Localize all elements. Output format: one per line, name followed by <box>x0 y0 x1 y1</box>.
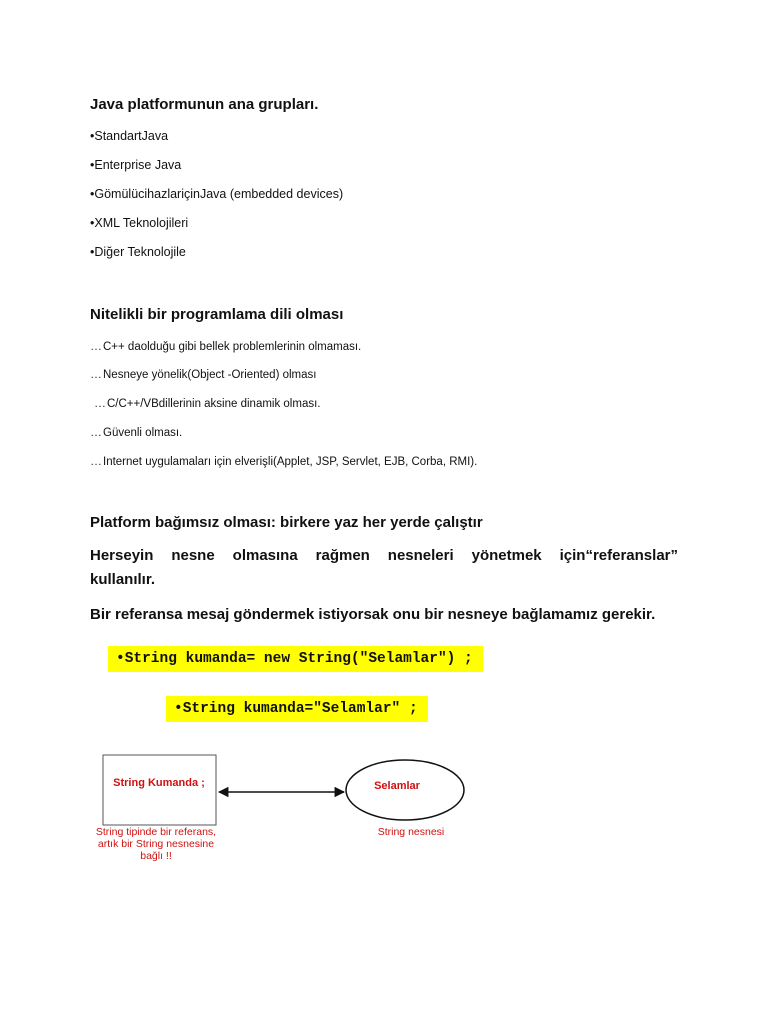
code-line-new-string: •String kumanda= new String("Selamlar") ; <box>108 646 483 672</box>
list-item-text: C/C++/VBdillerinin aksine dinamik olması. <box>107 398 321 410</box>
list-item: •GömülücihazlariçinJava (embedded devices) <box>90 187 344 201</box>
list-item <box>90 425 182 439</box>
ellipsis-bullet: … <box>90 367 102 381</box>
list-item: •Enterprise Java <box>90 158 182 172</box>
reference-note-line: artık bir String nesnesine <box>97 838 215 850</box>
reference-diagram <box>0 740 768 880</box>
object-note: String nesnesi <box>377 826 445 838</box>
paragraph-references-cont: kullanılır. <box>90 571 156 588</box>
section-title-java-groups: Java platformunun ana grupları. <box>90 96 319 113</box>
section-title-platform: Platform bağımsız olması: birkere yaz her yerde çalıştır <box>90 514 483 531</box>
list-item: •Diğer Teknolojile <box>90 245 186 259</box>
list-item-text: Nesneye yönelik(Object -Oriented) olması <box>103 369 317 381</box>
list-item <box>90 454 477 468</box>
paragraph-references: Herseyin nesne olmasına rağmen nesneleri yönetmek için“referanslar” <box>90 547 678 564</box>
list-item: •StandartJava <box>90 129 169 143</box>
ellipsis-bullet: … <box>90 339 102 353</box>
list-item <box>90 367 316 381</box>
reference-note-line: bağlı !! <box>140 850 172 862</box>
section-title-qualified-language: Nitelikli bir programlama dili olması <box>90 306 344 323</box>
code-line-literal-string: •String kumanda="Selamlar" ; <box>166 696 428 722</box>
reference-box <box>103 755 216 825</box>
reference-box-label: String Kumanda ; <box>113 777 205 789</box>
list-item-text: Internet uygulamaları için elverişli(Applet, JSP, Servlet, EJB, Corba, RMI). <box>103 456 478 468</box>
list-item <box>90 339 361 353</box>
list-item-text: Güvenli olması. <box>103 427 183 439</box>
object-ellipse-label: Selamlar <box>374 780 420 792</box>
ellipsis-bullet: … <box>90 425 102 439</box>
list-item-text: C++ daolduğu gibi bellek problemlerinin olmaması. <box>103 341 362 353</box>
ellipsis-bullet: … <box>94 396 106 410</box>
ellipsis-bullet: … <box>90 454 102 468</box>
paragraph-binding: Bir referansa mesaj göndermek istiyorsak onu bir nesneye bağlamamız gerekir. <box>90 606 656 623</box>
list-item <box>94 396 320 410</box>
list-item: •XML Teknolojileri <box>90 216 189 230</box>
reference-note-line: String tipinde bir referans, <box>95 826 217 838</box>
